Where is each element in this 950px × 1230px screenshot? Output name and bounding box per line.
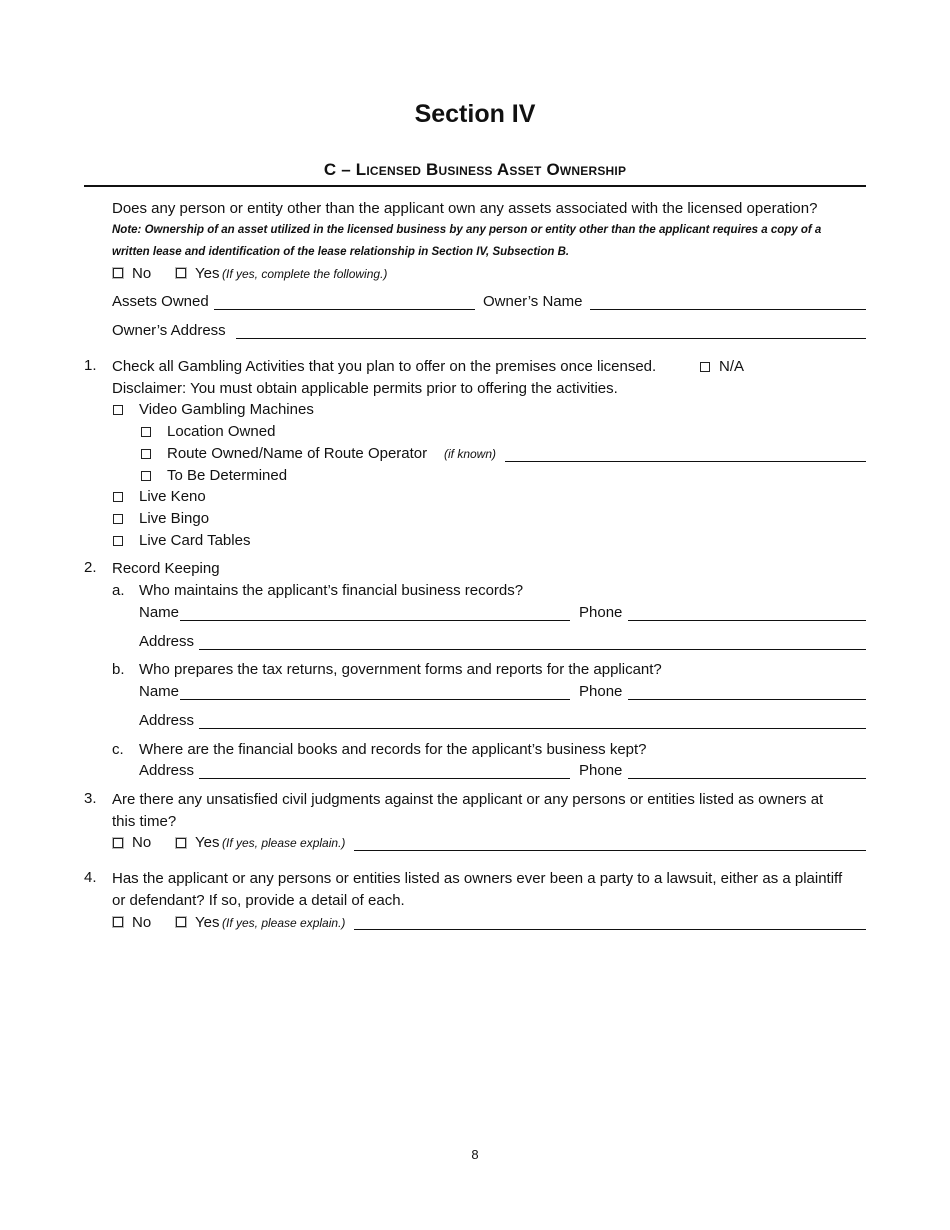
route-owned-label: Route Owned/Name of Route Operator: [167, 445, 428, 462]
q2a-address-field[interactable]: [199, 649, 866, 650]
q2a-letter: a.: [112, 582, 125, 599]
q2b-name-field[interactable]: [180, 699, 570, 700]
q2b-phone-label: Phone: [579, 683, 623, 700]
intro-no-label: No: [132, 265, 152, 282]
vgm-label: Video Gambling Machines: [139, 401, 314, 418]
q2a-name-field[interactable]: [180, 620, 570, 621]
q1-number: 1.: [84, 357, 97, 374]
q2a-phone-field[interactable]: [628, 620, 866, 621]
live-bingo-checkbox[interactable]: [113, 514, 123, 524]
q2c-phone-field[interactable]: [628, 778, 866, 779]
q3-line1: Are there any unsatisfied civil judgments against the applicant or any persons or entities listed as owners at: [112, 791, 824, 808]
assets-owned-field[interactable]: [214, 309, 475, 310]
q3-line2: this time?: [112, 813, 177, 830]
owners-name-label: Owner’s Name: [483, 293, 583, 310]
live-card-label: Live Card Tables: [139, 532, 251, 549]
q2a-phone-label: Phone: [579, 604, 623, 621]
q4-yes-hint: (If yes, please explain.): [222, 916, 346, 930]
q3-no-label: No: [132, 834, 152, 851]
q2b-text: Who prepares the tax returns, government forms and reports for the applicant?: [139, 661, 662, 678]
q4-line1: Has the applicant or any persons or entities listed as owners ever been a party to a lawsuit, either as a plaintiff: [112, 870, 843, 887]
intro-question: Does any person or entity other than the applicant own any assets associated with the licensed operation?: [112, 200, 818, 217]
q4-line2: or defendant? If so, provide a detail of each.: [112, 892, 405, 909]
q4-number: 4.: [84, 869, 97, 886]
q2-title: Record Keeping: [112, 560, 220, 577]
owners-address-field[interactable]: [236, 338, 866, 339]
header-rule: [84, 185, 866, 187]
q2b-address-label: Address: [139, 712, 195, 729]
q2-number: 2.: [84, 559, 97, 576]
q3-yes-label: Yes: [195, 834, 220, 851]
route-owned-hint: (if known): [444, 447, 497, 461]
live-keno-label: Live Keno: [139, 488, 206, 505]
q2b-name-label: Name: [139, 683, 180, 700]
vgm-checkbox[interactable]: [113, 405, 123, 415]
q2a-name-label: Name: [139, 604, 180, 621]
q2c-address-field[interactable]: [199, 778, 570, 779]
q1-na-checkbox[interactable]: [700, 362, 710, 372]
q2a-text: Who maintains the applicant’s financial business records?: [139, 582, 524, 599]
tbd-label: To Be Determined: [167, 467, 288, 484]
q4-yes-label: Yes: [195, 914, 220, 931]
q3-no-checkbox[interactable]: [113, 838, 123, 848]
route-owned-checkbox[interactable]: [141, 449, 151, 459]
page-title: Section IV: [414, 100, 536, 128]
intro-note-line2: written lease and identification of the lease relationship in Section IV, Subsection B.: [112, 246, 570, 258]
intro-yes-checkbox[interactable]: [176, 268, 186, 278]
route-operator-field[interactable]: [505, 461, 866, 462]
q3-number: 3.: [84, 790, 97, 807]
q2b-letter: b.: [112, 661, 125, 678]
q4-no-label: No: [132, 914, 152, 931]
intro-note-line1: Note: Ownership of an asset utilized in the licensed business by any person or entity other than the applicant requires a copy of a: [112, 224, 822, 236]
q2c-phone-label: Phone: [579, 762, 623, 779]
q4-no-checkbox[interactable]: [113, 917, 123, 927]
q4-explain-field[interactable]: [354, 929, 866, 930]
section-subtitle: C – Licensed Business Asset Ownership: [323, 160, 627, 179]
tbd-checkbox[interactable]: [141, 471, 151, 481]
q1-na-label: N/A: [719, 358, 745, 375]
location-owned-label: Location Owned: [167, 423, 276, 440]
q2c-letter: c.: [112, 741, 124, 758]
q2b-phone-field[interactable]: [628, 699, 866, 700]
owners-address-label: Owner’s Address: [112, 322, 226, 339]
intro-no-checkbox[interactable]: [113, 268, 123, 278]
q2c-text: Where are the financial books and records for the applicant’s business kept?: [139, 741, 647, 758]
live-card-checkbox[interactable]: [113, 536, 123, 546]
owners-name-field[interactable]: [590, 309, 866, 310]
q3-yes-hint: (If yes, please explain.): [222, 836, 346, 850]
q4-yes-checkbox[interactable]: [176, 917, 186, 927]
location-owned-checkbox[interactable]: [141, 427, 151, 437]
live-keno-checkbox[interactable]: [113, 492, 123, 502]
page-number: 8: [471, 1147, 479, 1162]
q2a-address-label: Address: [139, 633, 195, 650]
q3-explain-field[interactable]: [354, 850, 866, 851]
intro-yes-label: Yes: [195, 265, 220, 282]
live-bingo-label: Live Bingo: [139, 510, 210, 527]
q3-yes-checkbox[interactable]: [176, 838, 186, 848]
q1-disclaimer: Disclaimer: You must obtain applicable permits prior to offering the activities.: [112, 380, 618, 397]
q2b-address-field[interactable]: [199, 728, 866, 729]
intro-yes-hint: (If yes, complete the following.): [222, 267, 388, 281]
q2c-address-label: Address: [139, 762, 195, 779]
q1-text: Check all Gambling Activities that you plan to offer on the premises once licensed.: [112, 358, 657, 375]
assets-owned-label: Assets Owned: [112, 293, 209, 310]
